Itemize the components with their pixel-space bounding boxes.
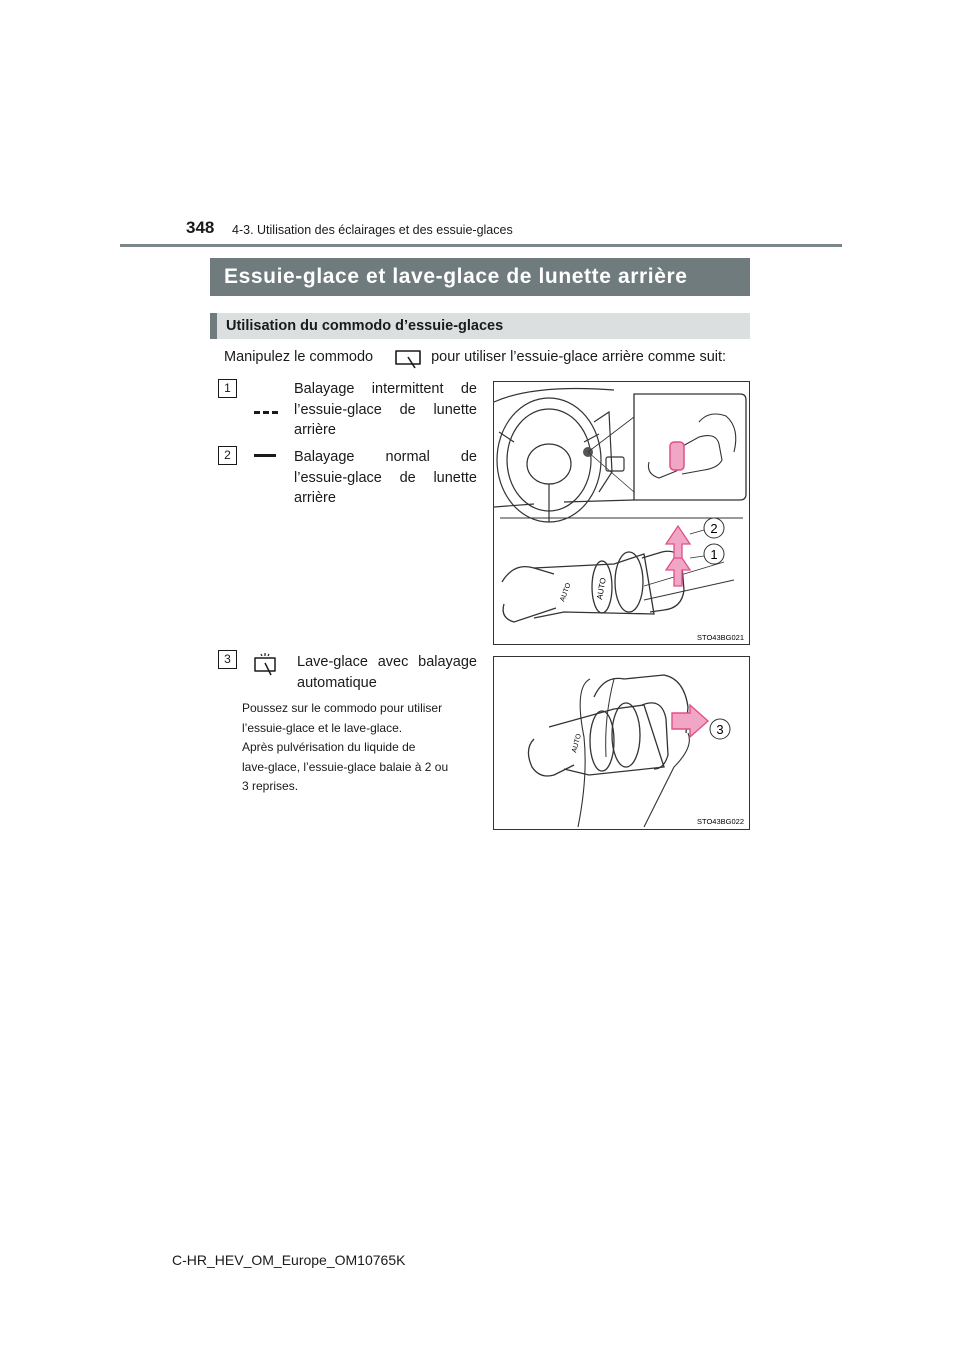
intro-text [224, 349, 726, 365]
lever-auto-label-b: AUTO [595, 577, 608, 601]
rear-wiper-icon [393, 348, 423, 370]
lever-illustration-2 [494, 657, 749, 829]
document-code: C-HR_HEV_OM_Europe_OM10765K [172, 1252, 406, 1268]
step-number-3: 3 [218, 650, 237, 669]
page-title: Essuie-glace et lave-glace de lunette arrière [210, 258, 750, 296]
mode-1-description [294, 379, 477, 441]
detail-line-2: l’essuie-glace et le lave-glace. [242, 720, 403, 735]
mode-2-description [294, 447, 477, 509]
intro-after: pour utiliser l’essuie-glace arrière comme suit: [431, 349, 727, 365]
section-reference: 4-3. Utilisation des éclairages et des essuie-glaces [232, 223, 513, 237]
detail-line-4: lave-glace, l’essuie-glace balaie à 2 ou [242, 759, 449, 774]
intro-before: Manipulez le commodo [224, 349, 374, 365]
mode-1-line-3: arrière [294, 422, 336, 438]
detail-line-3: Après pulvérisation du liquide de [242, 740, 416, 754]
step-number-1: 1 [218, 379, 237, 398]
section-subtitle: Utilisation du commodo d’essuie-glaces [210, 313, 750, 339]
mode-1-line-2: l’essuie-glace de lunette [294, 401, 477, 418]
mode-2-line-1: Balayage normal de [294, 449, 477, 465]
figure-code-2: STO43BG022 [697, 817, 744, 826]
mode-3-line-1: Lave-glace avec balayage [297, 654, 477, 670]
lever-auto-label-c: AUTO [571, 733, 583, 754]
header-divider [120, 244, 842, 247]
lever-auto-label-a: AUTO [559, 582, 573, 603]
lever-illustration-1 [494, 382, 749, 644]
mode-1-line-1: Balayage intermittent de [294, 381, 477, 397]
mode-3-details [242, 699, 479, 797]
figure-label-3: 3 [716, 722, 724, 737]
figure-wiper-lever-positions [493, 381, 750, 645]
detail-line-1: Poussez sur le commodo pour utiliser [242, 701, 443, 715]
mode-3-line-2: automatique [297, 674, 377, 691]
step-number-2: 2 [218, 446, 237, 465]
washer-wipe-icon [252, 652, 278, 676]
normal-wipe-icon [254, 454, 276, 457]
figure-label-2: 2 [710, 521, 718, 536]
page-number: 348 [186, 218, 215, 237]
figure-code-1: STO43BG021 [697, 633, 744, 642]
figure-label-1: 1 [710, 547, 718, 562]
figure-washer-push [493, 656, 750, 830]
mode-3-description [297, 652, 477, 693]
mode-2-line-3: arrière [294, 490, 336, 506]
mode-2-line-2: l’essuie-glace de lunette [294, 469, 477, 486]
intermittent-wipe-icon [254, 410, 278, 415]
detail-line-5: 3 reprises. [242, 779, 299, 793]
